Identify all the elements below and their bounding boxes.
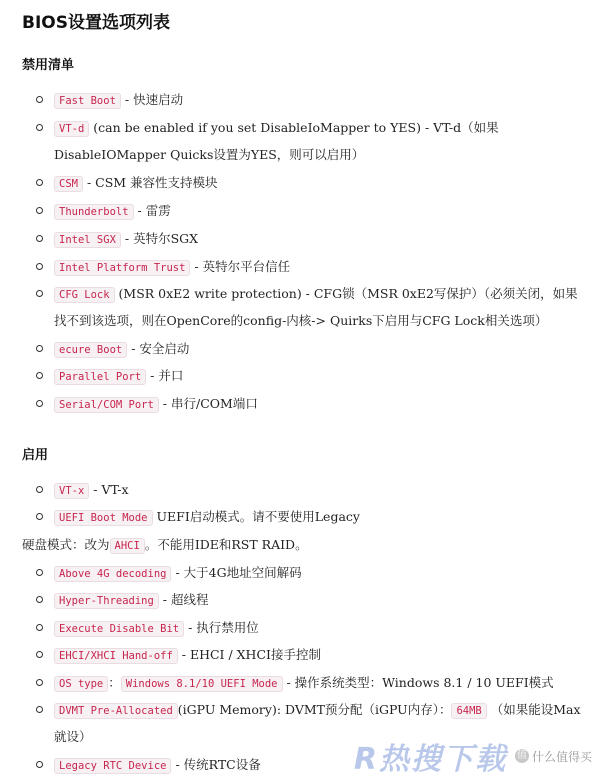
inline-code: Serial/COM Port xyxy=(54,397,159,413)
inline-code: Legacy RTC Device xyxy=(54,758,171,774)
smzdm-logo-icon: 值 xyxy=(516,750,527,761)
circle-bullet-icon xyxy=(36,569,43,576)
circle-bullet-icon xyxy=(36,96,43,103)
inline-code: VT-d xyxy=(54,121,89,137)
item-text: - 快速启动 xyxy=(120,92,184,107)
item-post-text: （如果能设Max就设） xyxy=(54,702,581,744)
list-item xyxy=(36,226,582,253)
inline-code: UEFI Boot Mode xyxy=(54,510,153,526)
item-prefix-text: 硬盘模式：改为 xyxy=(22,537,110,552)
inline-code: Above 4G decoding xyxy=(54,566,171,582)
item-mid-text: ： xyxy=(108,675,121,690)
item-text: - 安全启动 xyxy=(127,341,190,356)
inline-code: Intel Platform Trust xyxy=(54,260,190,276)
watermark-sub-text: 什么值得买 xyxy=(531,749,592,764)
inline-code: Intel SGX xyxy=(54,232,121,248)
item-text: (iGPU Memory): DVMT预分配（iGPU内存）： xyxy=(177,702,452,717)
watermark xyxy=(354,734,592,778)
list-item xyxy=(22,532,568,559)
inline-code: Fast Boot xyxy=(54,93,121,109)
list-item xyxy=(36,281,582,334)
item-text: - 传统RTC设备 xyxy=(171,757,261,772)
list-item xyxy=(36,170,582,197)
list-item xyxy=(36,391,582,418)
circle-bullet-icon xyxy=(36,761,43,768)
list-item xyxy=(36,477,582,504)
inline-code: ecure Boot xyxy=(54,342,127,358)
circle-bullet-icon xyxy=(36,124,43,131)
list-item xyxy=(36,615,582,642)
circle-bullet-icon xyxy=(36,679,43,686)
inline-code: DVMT Pre-Allocated xyxy=(54,703,178,719)
inline-code: EHCI/XHCI Hand-off xyxy=(54,648,178,664)
list-item xyxy=(36,87,582,114)
item-text: - 英特尔SGX xyxy=(120,231,199,246)
inline-code: Windows 8.1/10 UEFI Mode xyxy=(121,676,283,692)
circle-bullet-icon xyxy=(36,207,43,214)
circle-bullet-icon xyxy=(36,179,43,186)
circle-bullet-icon xyxy=(36,235,43,242)
list-item xyxy=(36,560,582,587)
list-item xyxy=(36,504,582,531)
watermark-sub xyxy=(515,748,592,765)
item-text: - 英特尔平台信任 xyxy=(190,259,291,274)
inline-code: Parallel Port xyxy=(54,369,146,385)
inline-code: Hyper-Threading xyxy=(54,593,159,609)
list-item xyxy=(36,642,582,669)
inline-code: VT-x xyxy=(54,483,89,499)
item-text: - EHCI / XHCI接手控制 xyxy=(177,647,321,662)
circle-bullet-icon xyxy=(36,372,43,379)
watermark-main: R热搜下载 xyxy=(353,742,507,777)
item-text: - 雷雳 xyxy=(133,203,171,218)
item-text: 。不能用IDE和RST RAID。 xyxy=(144,537,308,552)
item-text: (can be enabled if you set DisableIoMapper to YES) - VT-d（如果DisableIOMapper Quicks设置为YES，则可以启用） xyxy=(54,120,499,162)
list-item xyxy=(36,363,582,390)
inline-code: 64MB xyxy=(451,703,486,719)
page-title: BIOS设置选项列表 xyxy=(22,13,170,33)
item-text: UEFI启动模式。请不要使用Legacy xyxy=(152,509,360,524)
circle-bullet-icon xyxy=(36,651,43,658)
item-text: - CSM 兼容性支持模块 xyxy=(82,175,218,190)
item-text: - 操作系统类型：Windows 8.1 / 10 UEFI模式 xyxy=(282,675,554,690)
circle-bullet-icon xyxy=(36,290,43,297)
item-text: (MSR 0xE2 write protection) - CFG锁（MSR 0xE2写保护）（必须关闭，如果找不到该选项，则在OpenCore的config-内核-> Quirks下启用与CFG Lock相关选项） xyxy=(54,286,578,328)
circle-bullet-icon xyxy=(36,486,43,493)
item-text: - VT-x xyxy=(89,482,129,497)
inline-code: AHCI xyxy=(110,538,145,554)
list-item xyxy=(36,198,582,225)
inline-code: Execute Disable Bit xyxy=(54,621,184,637)
item-text: - 串行/COM端口 xyxy=(158,396,258,411)
circle-bullet-icon xyxy=(36,400,43,407)
list-item xyxy=(36,587,582,614)
item-text: - 并口 xyxy=(146,368,184,383)
list-item xyxy=(36,254,582,281)
circle-bullet-icon xyxy=(36,706,43,713)
list-item xyxy=(36,115,582,168)
section-heading-enable: 启用 xyxy=(22,448,49,463)
inline-code: Thunderbolt xyxy=(54,204,134,220)
circle-bullet-icon xyxy=(36,624,43,631)
inline-code: OS type xyxy=(54,676,108,692)
circle-bullet-icon xyxy=(36,263,43,270)
item-text: - 大于4G地址空间解码 xyxy=(171,565,302,580)
list-item xyxy=(36,670,582,697)
section-heading-disable: 禁用清单 xyxy=(22,58,75,73)
inline-code: CSM xyxy=(54,176,83,192)
list-item xyxy=(36,336,582,363)
circle-bullet-icon xyxy=(36,345,43,352)
inline-code: CFG Lock xyxy=(54,287,115,303)
item-text: - 超线程 xyxy=(158,592,209,607)
circle-bullet-icon xyxy=(36,513,43,520)
circle-bullet-icon xyxy=(36,596,43,603)
item-text: - 执行禁用位 xyxy=(184,620,259,635)
